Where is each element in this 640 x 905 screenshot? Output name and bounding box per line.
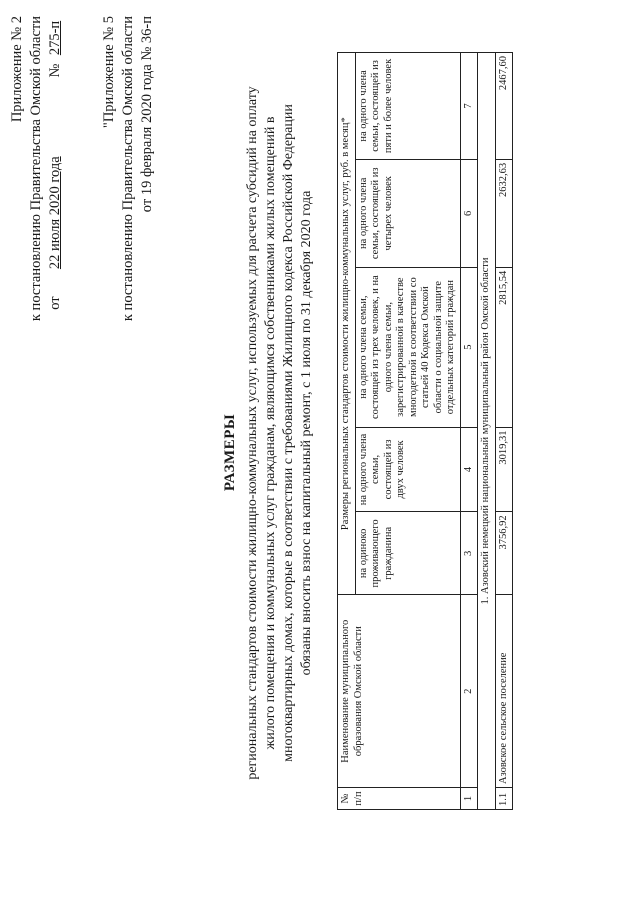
old-decree-line: к постановлению Правительства Омской области [120, 16, 136, 322]
document-title: РАЗМЕРЫ [222, 413, 238, 492]
section-title: 1. Азовский немецкий национальный муниципальный район Омской области [478, 53, 496, 810]
column-numbers-row [460, 53, 478, 810]
table-header-row [338, 53, 356, 810]
decree-date: 22 июля 2020 года [47, 156, 63, 270]
subtitle-line: многоквартирных домах, которые в соответствии с требованиями Жилищного кодекса Российской Федерации [281, 104, 296, 762]
row-value: 3019,31 [495, 427, 513, 512]
group-header: Размеры региональных стандартов стоимости жилищно-коммунальных услуг, руб. в месяц* [338, 53, 356, 595]
column-number: 3 [460, 512, 478, 595]
decree-line: к постановлению Правительства Омской области [28, 16, 44, 322]
old-date-line: от 19 февраля 2020 года № 36-п [139, 16, 155, 213]
column-number: 7 [460, 53, 478, 160]
column-number: 4 [460, 427, 478, 512]
row-number: 1.1 [495, 788, 513, 810]
row-value: 2467,60 [495, 53, 513, 160]
annex-label: Приложение № 2 [9, 16, 25, 123]
date-number-line [46, 16, 64, 310]
subheader-four: на одного члена семьи, состоящей из четырех человек [355, 159, 460, 267]
table-row [495, 53, 513, 810]
col-name-header: Наименование муниципального образования Омской области [338, 595, 461, 788]
col-no-header: № п/п [338, 788, 461, 810]
subtitle-line: жилого помещения и коммунальных услуг гражданам, являющимся собственниками жилых помещений в [263, 116, 278, 750]
column-number: 2 [460, 595, 478, 788]
standards-table [337, 52, 513, 810]
row-value: 2632,63 [495, 159, 513, 267]
column-number: 5 [460, 267, 478, 427]
row-name: Азовское сельское поселение [495, 595, 513, 788]
document-subtitle [244, 23, 316, 843]
column-number: 1 [460, 788, 478, 810]
subheader-five: на одного члена семьи, состоящей из пяти и более человек [355, 53, 460, 160]
subheader-single: на одиноко проживающего гражданина [355, 512, 460, 595]
from-prefix: от [47, 296, 63, 310]
row-value: 2815,54 [495, 267, 513, 427]
subheader-two: на одного члена семьи, состоящей из двух человек [355, 427, 460, 512]
column-number: 6 [460, 159, 478, 267]
subtitle-line: региональных стандартов стоимости жилищно-коммунальных услуг, используемых для расчета субсидий на оплату [245, 86, 260, 780]
subtitle-line: обязаны вносить взнос на капитальный ремонт, с 1 июля по 31 декабря 2020 года [299, 190, 314, 676]
decree-number: 275-п [47, 20, 63, 56]
number-prefix: № [47, 63, 63, 78]
old-annex-label: "Приложение № 5 [101, 16, 117, 129]
subheader-three: на одного члена семьи, состоящей из трех человек, и на одного члена семьи, зарегистрированной в качестве многодетной в соответствии со статьей 40 Кодекса Омской области о социальной защите отдельных категорий граждан [355, 267, 460, 427]
row-value: 3756,92 [495, 512, 513, 595]
section-row [478, 53, 496, 810]
